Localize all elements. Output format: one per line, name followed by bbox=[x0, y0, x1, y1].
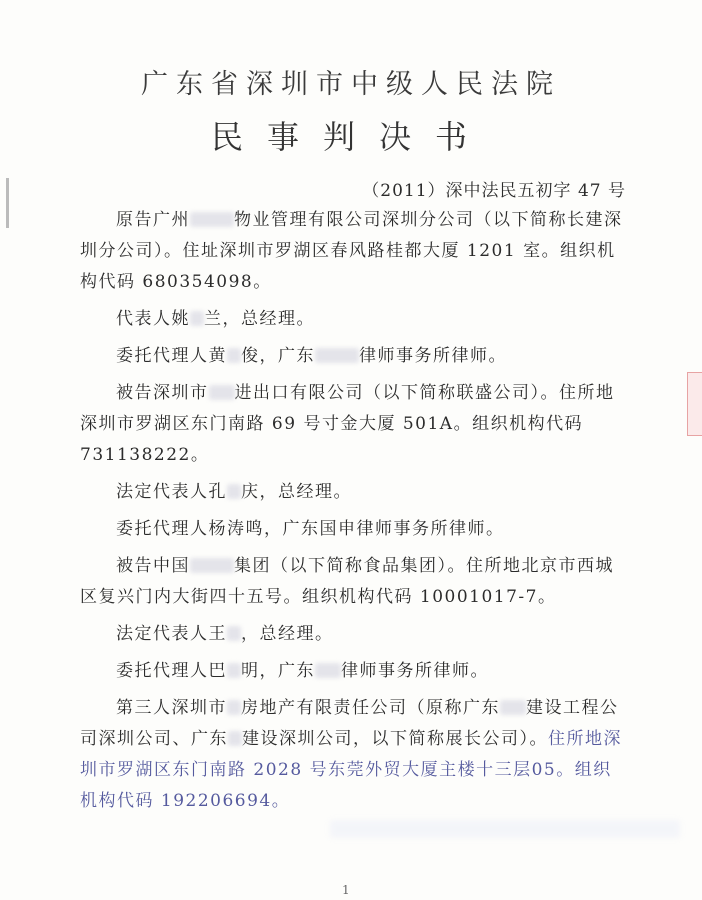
redaction bbox=[227, 700, 241, 715]
plaintiff-representative: 代表人姚 兰，总经理。 bbox=[116, 309, 315, 329]
redaction bbox=[315, 663, 341, 678]
defendant-2: 被告中国 集团（以下简称食品集团）。住所地北京市西城区复兴门内大街四十五号。组织机构代码 10001017-7。 bbox=[80, 556, 614, 607]
page-number: 1 bbox=[342, 883, 350, 897]
document-type: 民事判决书 bbox=[210, 118, 491, 156]
redaction bbox=[228, 731, 242, 746]
redaction bbox=[190, 311, 204, 326]
defendant-1-agent: 委托代理人杨涛鸣，广东国申律师事务所律师。 bbox=[116, 519, 505, 539]
redaction bbox=[227, 348, 241, 363]
redaction bbox=[227, 626, 241, 641]
defendant-2-legal-rep: 法定代表人王 ，总经理。 bbox=[116, 624, 334, 644]
redaction bbox=[209, 385, 235, 400]
plaintiff-agent: 委托代理人黄 俊，广东 律师事务所律师。 bbox=[116, 346, 507, 366]
redaction bbox=[315, 348, 359, 363]
defendant-1: 被告深圳市 进出口有限公司（以下简称联盛公司）。住所地深圳市罗湖区东门南路 69 号寸金大厦 501A。组织机构代码731138222。 bbox=[80, 383, 615, 465]
redaction bbox=[227, 663, 241, 678]
redaction bbox=[190, 212, 234, 227]
left-edge-mark bbox=[6, 178, 9, 228]
third-party: 第三人深圳市 房地产有限责任公司（原称广东 建设工程公司深圳公司、广东 建设深圳公司，以下简称展长公司）。住所地深圳市罗湖区东门南路 2028 号东莞外贸大厦主楼十三层05。组织机构代码 192206694。 bbox=[80, 698, 622, 811]
scan-smear bbox=[330, 820, 680, 838]
redaction bbox=[500, 700, 526, 715]
parties-section bbox=[80, 205, 628, 817]
defendant-1-legal-rep: 法定代表人孔 庆，总经理。 bbox=[116, 482, 352, 502]
defendant-2-agent: 委托代理人巴 明，广东 律师事务所律师。 bbox=[116, 661, 489, 681]
case-number: （2011）深中法民五初字 47 号 bbox=[362, 181, 626, 201]
plaintiff: 原告广州 物业管理有限公司深圳分公司（以下简称长建深圳分公司）。住址深圳市罗湖区春风路桂都大厦 1201 室。组织机构代码 680354098。 bbox=[80, 210, 623, 292]
court-name: 广东省深圳市中级人民法院 bbox=[141, 69, 561, 100]
right-edge-stamp bbox=[687, 372, 702, 436]
redaction bbox=[227, 484, 241, 499]
redaction bbox=[190, 558, 234, 573]
